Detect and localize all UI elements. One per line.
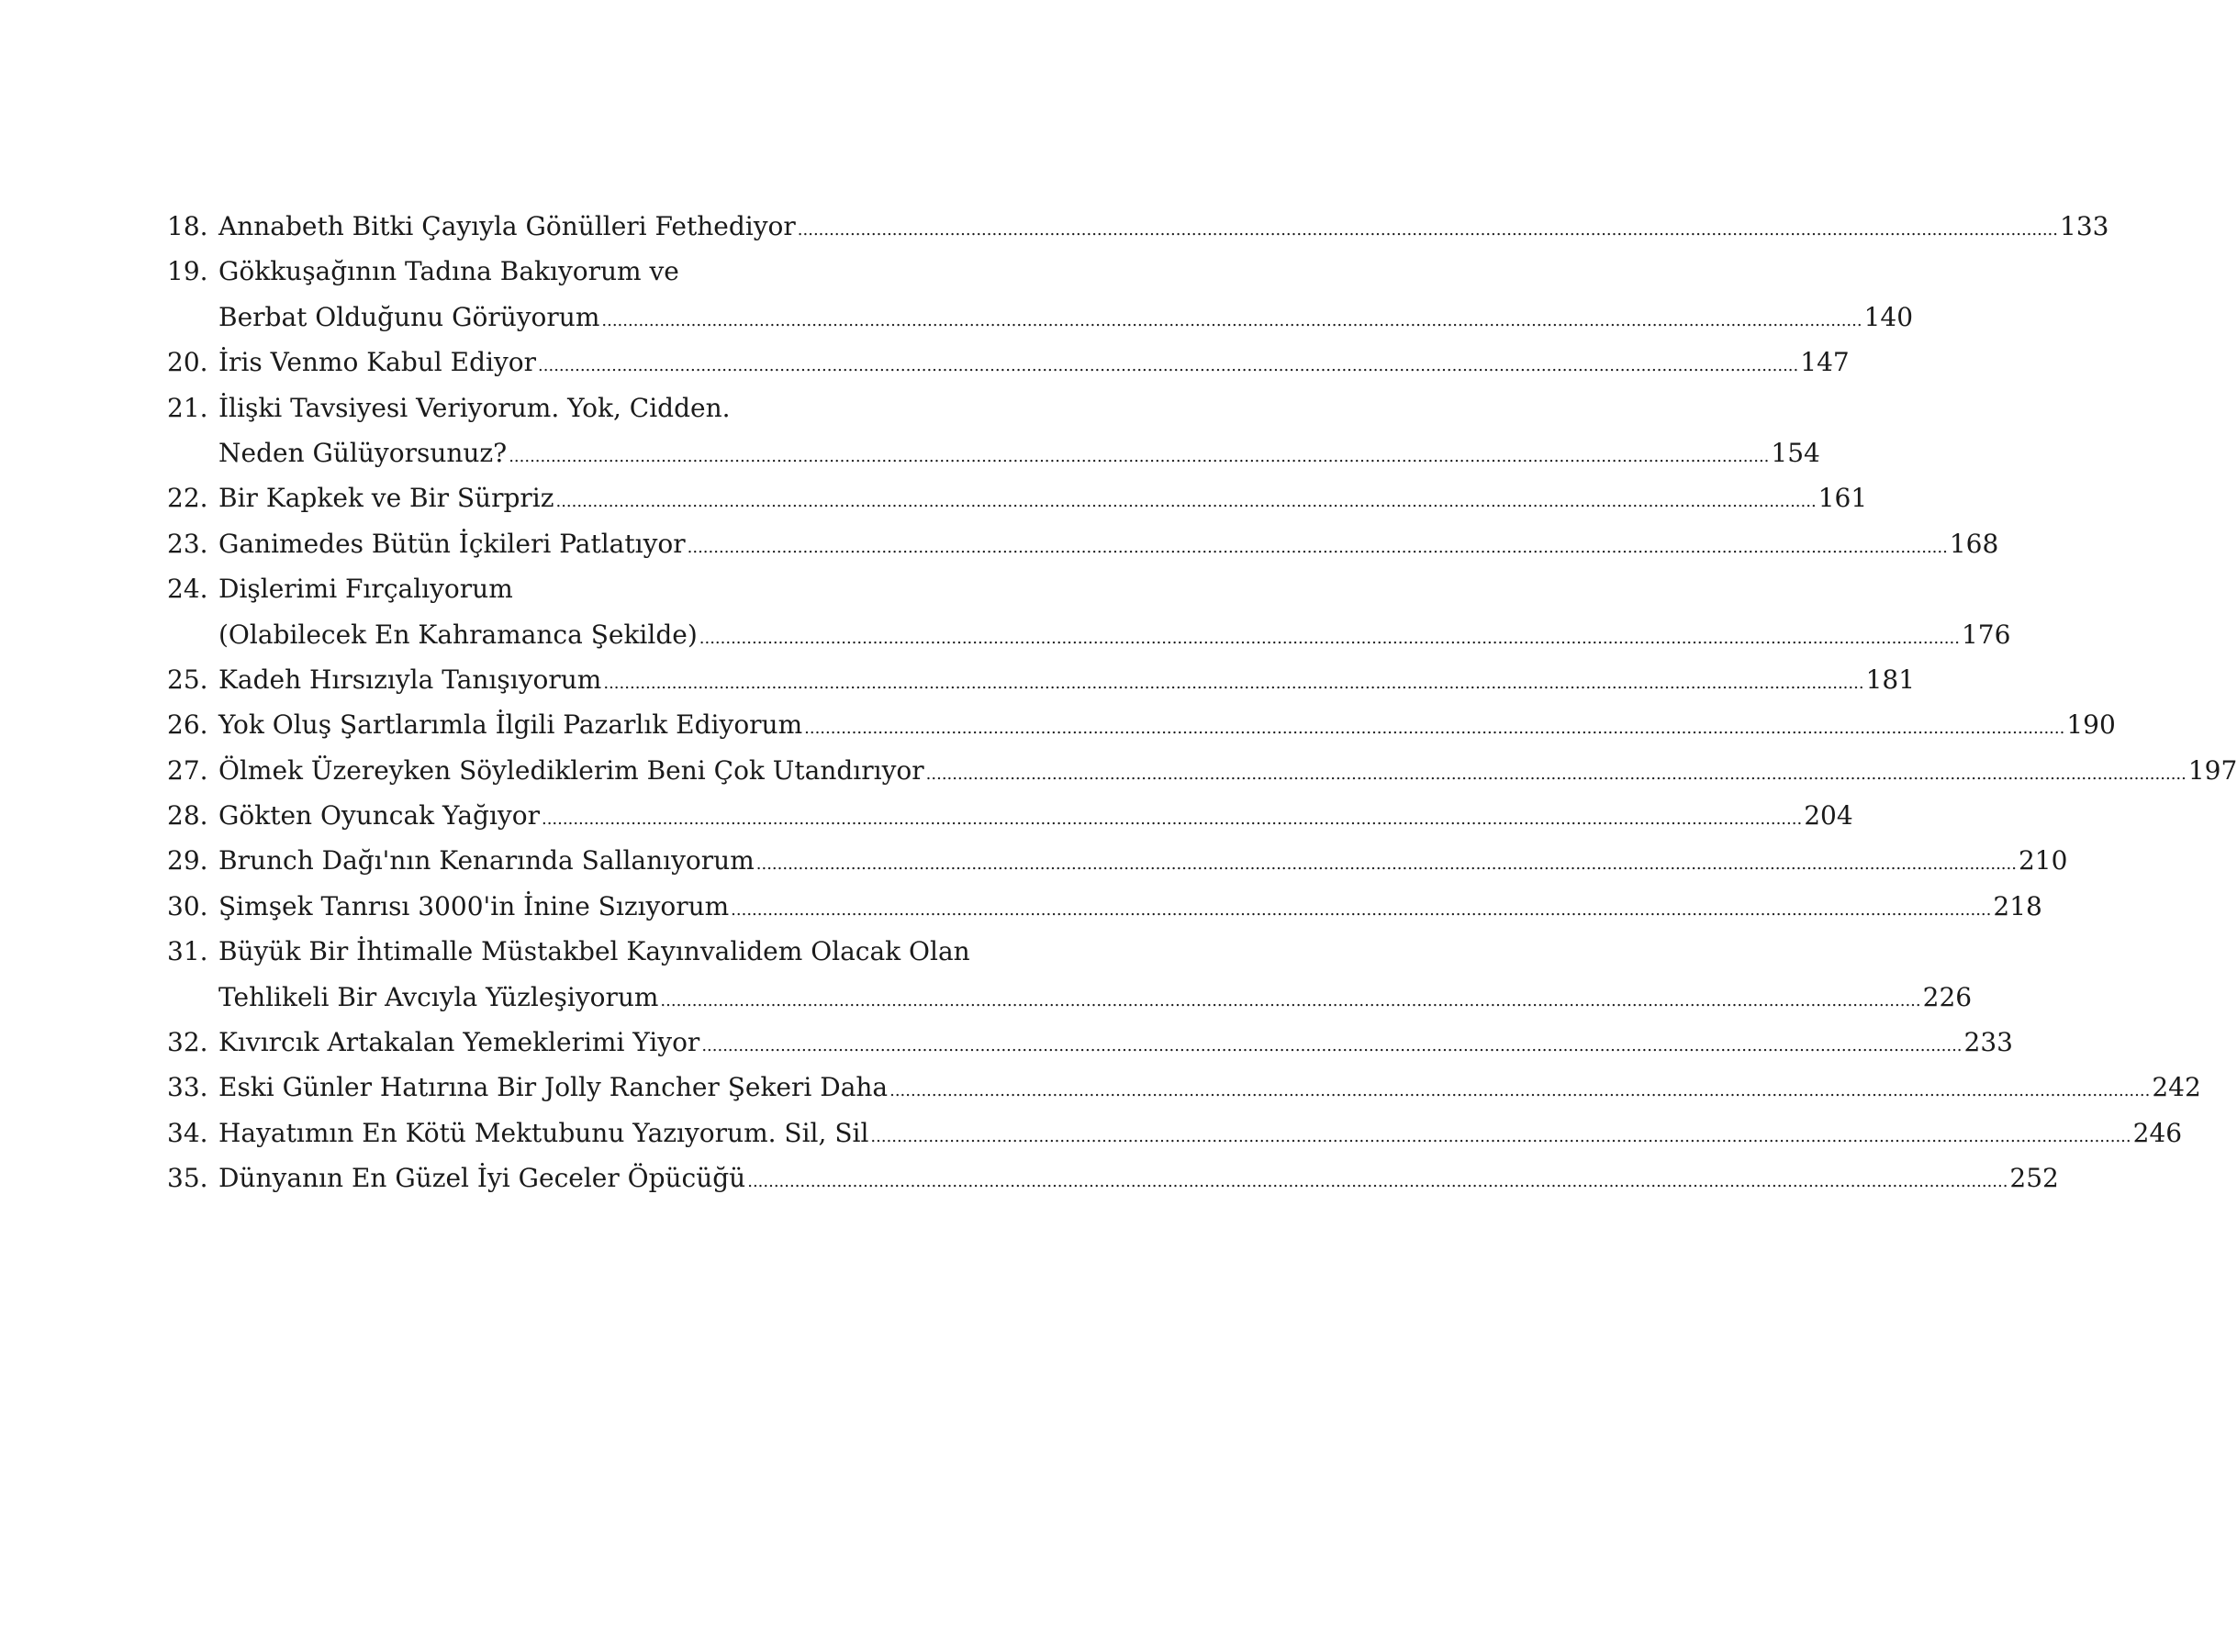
toc-entry: [167, 793, 1853, 838]
dot-leader: [870, 1114, 2131, 1159]
chapter-number: 19.: [167, 256, 208, 287]
chapter-number: 18.: [167, 211, 208, 241]
toc-line: [167, 975, 1973, 1020]
chapter-number: 27.: [167, 754, 208, 786]
chapter-title: Ganimedes Bütün İçkileri Patlatıyor: [218, 528, 686, 559]
page-number: 176: [1961, 619, 2011, 650]
toc-line: [167, 249, 962, 294]
chapter-title: Hayatımın En Kötü Mektubunu Yazıyorum. Sil, Sil: [218, 1117, 869, 1148]
toc-entry: [167, 884, 2042, 929]
toc-line: [167, 748, 2237, 793]
toc-line: [167, 521, 1999, 566]
page-number: 233: [1963, 1027, 2013, 1058]
chapter-number: 29.: [167, 845, 208, 876]
chapter-title: Dünyanın En Güzel İyi Geceler Öpücüğü: [218, 1163, 746, 1194]
dot-leader: [699, 616, 1960, 661]
toc-line: [167, 385, 962, 430]
toc-line: [167, 702, 2116, 747]
chapter-title: Bir Kapkek ve Bir Sürpriz: [218, 483, 554, 514]
toc-line: [167, 657, 1916, 702]
dot-leader: [555, 479, 1816, 524]
toc-entry: [167, 1020, 2013, 1065]
toc-entry: [167, 1111, 2183, 1155]
chapter-number: 35.: [167, 1163, 208, 1194]
dot-leader: [542, 797, 1802, 842]
page-number: 140: [1863, 301, 1914, 332]
chapter-number: 33.: [167, 1072, 208, 1103]
chapter-title: Tehlikeli Bir Avcıyla Yüzleşiyorum: [218, 981, 659, 1012]
toc-entry: [167, 204, 2109, 249]
chapter-title: İris Venmo Kabul Ediyor: [218, 347, 537, 378]
dot-leader: [804, 706, 2064, 751]
chapter-title: Berbat Olduğunu Görüyorum: [218, 301, 600, 332]
table-of-contents: [167, 204, 2237, 1201]
toc-entry: [167, 475, 1868, 520]
dot-leader: [889, 1068, 2150, 1113]
toc-entry: [167, 521, 1999, 566]
page-number: 218: [1993, 890, 2042, 921]
chapter-title: Yok Oluş Şartlarımla İlgili Pazarlık Ediyorum: [218, 709, 803, 741]
chapter-title: Ölmek Üzereyken Söylediklerim Beni Çok Utandırıyor: [218, 754, 924, 786]
chapter-number: 32.: [167, 1027, 208, 1058]
chapter-title: Büyük Bir İhtimalle Müstakbel Kayınvalidem Olacak Olan: [218, 936, 970, 967]
toc-entry: [167, 340, 1850, 385]
dot-leader: [509, 434, 1769, 479]
chapter-number: 22.: [167, 483, 208, 514]
toc-line: [167, 1065, 2201, 1110]
toc-entry: [167, 702, 2116, 747]
dot-leader: [747, 1159, 2008, 1204]
dot-leader: [603, 661, 1863, 706]
chapter-title: (Olabilecek En Kahramanca Şekilde): [218, 619, 698, 650]
chapter-title: Şimşek Tanrısı 3000'in İnine Sızıyorum: [218, 890, 730, 921]
dot-leader: [731, 887, 1991, 932]
dot-leader: [660, 978, 1920, 1023]
page-number: 204: [1804, 800, 1853, 832]
dot-leader: [601, 298, 1862, 343]
dot-leader: [798, 207, 2058, 252]
chapter-title: Eski Günler Hatırına Bir Jolly Rancher Şekeri Daha: [218, 1072, 889, 1103]
toc-line: [167, 295, 1914, 340]
chapter-number: 30.: [167, 890, 208, 921]
page-number: 161: [1818, 483, 1868, 514]
chapter-number: 26.: [167, 709, 208, 741]
dot-leader: [926, 752, 2187, 797]
toc-line: [167, 475, 1868, 520]
page-number: 226: [1922, 981, 1973, 1012]
page-number: 168: [1949, 528, 1999, 559]
toc-line: [167, 1155, 2059, 1200]
chapter-title: Gökten Oyuncak Yağıyor: [218, 800, 540, 832]
toc-line: [167, 838, 2068, 883]
toc-entry: [167, 1155, 2059, 1200]
toc-line: [167, 430, 1820, 475]
toc-entry: [167, 1065, 2201, 1110]
chapter-number: 20.: [167, 347, 208, 378]
dot-leader: [756, 842, 2017, 887]
chapter-number: 23.: [167, 528, 208, 559]
page-number: 197: [2187, 754, 2237, 786]
chapter-title: Dişlerimi Fırçalıyorum: [218, 574, 513, 605]
page-number: 252: [2009, 1163, 2059, 1194]
page-number: 242: [2152, 1072, 2201, 1103]
chapter-title: Kıvırcık Artakalan Yemeklerimi Yiyor: [218, 1027, 700, 1058]
toc-entry: [167, 566, 2011, 657]
toc-entry: [167, 838, 2068, 883]
toc-entry: [167, 929, 1973, 1020]
page-number: 210: [2018, 845, 2068, 876]
chapter-title: İlişki Tavsiyesi Veriyorum. Yok, Cidden.: [218, 392, 731, 423]
dot-leader: [538, 343, 1798, 388]
dot-leader: [688, 525, 1948, 570]
toc-line: [167, 566, 962, 611]
toc-entry: [167, 249, 1914, 340]
page-number: 147: [1800, 347, 1850, 378]
toc-line: [167, 929, 970, 974]
toc-line: [167, 1020, 2013, 1065]
page-number: 190: [2066, 709, 2116, 741]
toc-entry: [167, 748, 2237, 793]
chapter-number: 34.: [167, 1117, 208, 1148]
dot-leader: [701, 1023, 1962, 1068]
chapter-title: Annabeth Bitki Çayıyla Gönülleri Fethediyor: [218, 211, 796, 241]
toc-line: [167, 884, 2042, 929]
chapter-number: 24.: [167, 574, 208, 605]
chapter-title: Neden Gülüyorsunuz?: [218, 437, 508, 468]
toc-entry: [167, 657, 1916, 702]
page-number: 246: [2132, 1117, 2183, 1148]
chapter-number: 21.: [167, 392, 208, 423]
chapter-title: Kadeh Hırsızıyla Tanışıyorum: [218, 664, 602, 695]
chapter-number: 28.: [167, 800, 208, 832]
toc-line: [167, 340, 1850, 385]
page-number: 154: [1771, 437, 1820, 468]
page-number: 181: [1865, 664, 1916, 695]
toc-line: [167, 793, 1853, 838]
toc-line: [167, 612, 2011, 657]
chapter-title: Gökkuşağının Tadına Bakıyorum ve: [218, 256, 679, 287]
chapter-number: 25.: [167, 664, 208, 695]
toc-line: [167, 1111, 2183, 1155]
chapter-title: Brunch Dağı'nın Kenarında Sallanıyorum: [218, 845, 755, 876]
page-number: 133: [2060, 211, 2109, 241]
chapter-number: 31.: [167, 936, 208, 967]
toc-entry: [167, 385, 1820, 476]
toc-line: [167, 204, 2109, 249]
